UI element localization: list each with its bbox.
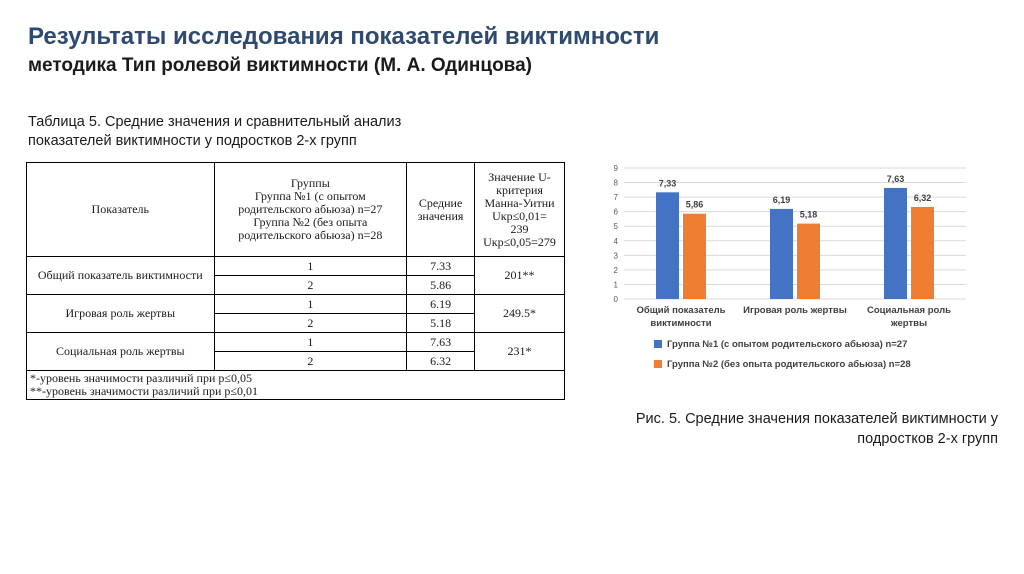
- y-tick-label: 3: [613, 251, 618, 261]
- legend-swatch: [654, 360, 662, 368]
- data-label: 7,33: [658, 178, 677, 189]
- header-u-line: критерия: [496, 182, 543, 197]
- row-group: 1: [214, 257, 407, 276]
- legend-label: Группа №2 (без опыта родительского абьюза) n=28: [667, 359, 911, 370]
- row-value: 7.33: [407, 257, 475, 276]
- table-note: *-уровень значимости различий при р≤0,05: [30, 371, 252, 385]
- header-groups-line: родительского абьюза) n=28: [238, 228, 383, 242]
- bar: [770, 209, 793, 299]
- table-caption: [28, 113, 448, 151]
- header-u-line: Uкр≤0,05=279: [483, 234, 556, 249]
- bar: [656, 192, 679, 299]
- header-means-line: Средние: [418, 195, 463, 210]
- row-value: 7.63: [407, 333, 475, 352]
- x-tick-label: Игровая роль жертвы: [743, 305, 847, 316]
- table-caption-line: показателей виктимности у подростков 2-х групп: [28, 133, 357, 149]
- results-table: [26, 162, 565, 400]
- legend-label: Группа №1 (с опытом родительского абьюза) n=27: [667, 339, 908, 350]
- bar-chart: [596, 155, 980, 387]
- figure-caption: [610, 409, 998, 449]
- header-u-line: Значение U-: [488, 169, 551, 184]
- y-tick-label: 8: [613, 178, 618, 188]
- row-indicator: Социальная роль жертвы: [27, 333, 215, 371]
- header-u-test: [475, 163, 565, 257]
- table-note: **-уровень значимости различий при р≤0,01: [30, 384, 258, 398]
- table-header-row: [27, 163, 565, 257]
- figure-caption-line: Рис. 5. Средние значения показателей виктимности у: [635, 411, 998, 427]
- y-tick-label: 9: [613, 164, 618, 173]
- table-notes-row: [27, 371, 565, 400]
- row-value: 6.32: [407, 352, 475, 371]
- row-group: 1: [214, 295, 407, 314]
- row-value: 5.18: [407, 314, 475, 333]
- bar: [683, 214, 706, 299]
- x-tick-label: виктимности: [650, 318, 712, 329]
- y-tick-label: 1: [613, 280, 618, 290]
- table-row: [27, 257, 565, 276]
- x-tick-label: жертвы: [890, 318, 928, 329]
- data-label: 7,63: [886, 173, 905, 184]
- row-group: 2: [214, 276, 407, 295]
- header-groups: [214, 163, 407, 257]
- data-label: 5,18: [799, 209, 818, 220]
- page-title: Результаты исследования показателей виктимности: [28, 23, 660, 50]
- table-notes: [27, 371, 565, 400]
- bar: [797, 224, 820, 299]
- header-groups-line: Группа №1 (с опытом: [254, 189, 366, 203]
- row-group: 1: [214, 333, 407, 352]
- header-means: [407, 163, 475, 257]
- x-tick-label: Общий показатель: [636, 305, 726, 316]
- row-value: 5.86: [407, 276, 475, 295]
- figure-caption-line: подростков 2-х групп: [857, 431, 998, 447]
- bar: [911, 207, 934, 299]
- header-u-line: 239: [510, 221, 529, 236]
- table-row: [27, 295, 565, 314]
- data-label: 6,19: [772, 194, 791, 205]
- header-indicator: Показатель: [27, 163, 215, 257]
- row-group: 2: [214, 352, 407, 371]
- row-u-value: 201**: [475, 257, 565, 295]
- header-u-line: Uкр≤0,01=: [492, 208, 547, 223]
- row-u-value: 249.5*: [475, 295, 565, 333]
- data-label: 5,86: [685, 199, 704, 210]
- header-u-line: Манна-Уитни: [484, 195, 555, 210]
- header-groups-line: Группа №2 (без опыта: [253, 215, 368, 229]
- header-groups-line: родительского абьюза) n=27: [238, 202, 383, 216]
- row-u-value: 231*: [475, 333, 565, 371]
- table-caption-line: Таблица 5. Средние значения и сравнительный анализ: [28, 114, 402, 130]
- page-subtitle: методика Тип ролевой виктимности (М. А. Одинцова): [28, 55, 533, 76]
- y-tick-label: 4: [613, 236, 618, 246]
- y-tick-label: 2: [613, 265, 618, 275]
- y-tick-label: 6: [613, 207, 618, 217]
- row-indicator: Общий показатель виктимности: [27, 257, 215, 295]
- header-groups-line: Группы: [290, 176, 330, 190]
- y-tick-label: 5: [613, 222, 618, 232]
- row-indicator: Игровая роль жертвы: [27, 295, 215, 333]
- legend-swatch: [654, 340, 662, 348]
- header-means-line: значения: [417, 208, 464, 223]
- bar: [884, 188, 907, 299]
- data-label: 6,32: [913, 193, 932, 204]
- y-tick-label: 0: [613, 295, 618, 304]
- y-tick-label: 7: [613, 193, 618, 203]
- row-value: 6.19: [407, 295, 475, 314]
- x-tick-label: Социальная роль: [867, 305, 951, 316]
- table-row: [27, 333, 565, 352]
- row-group: 2: [214, 314, 407, 333]
